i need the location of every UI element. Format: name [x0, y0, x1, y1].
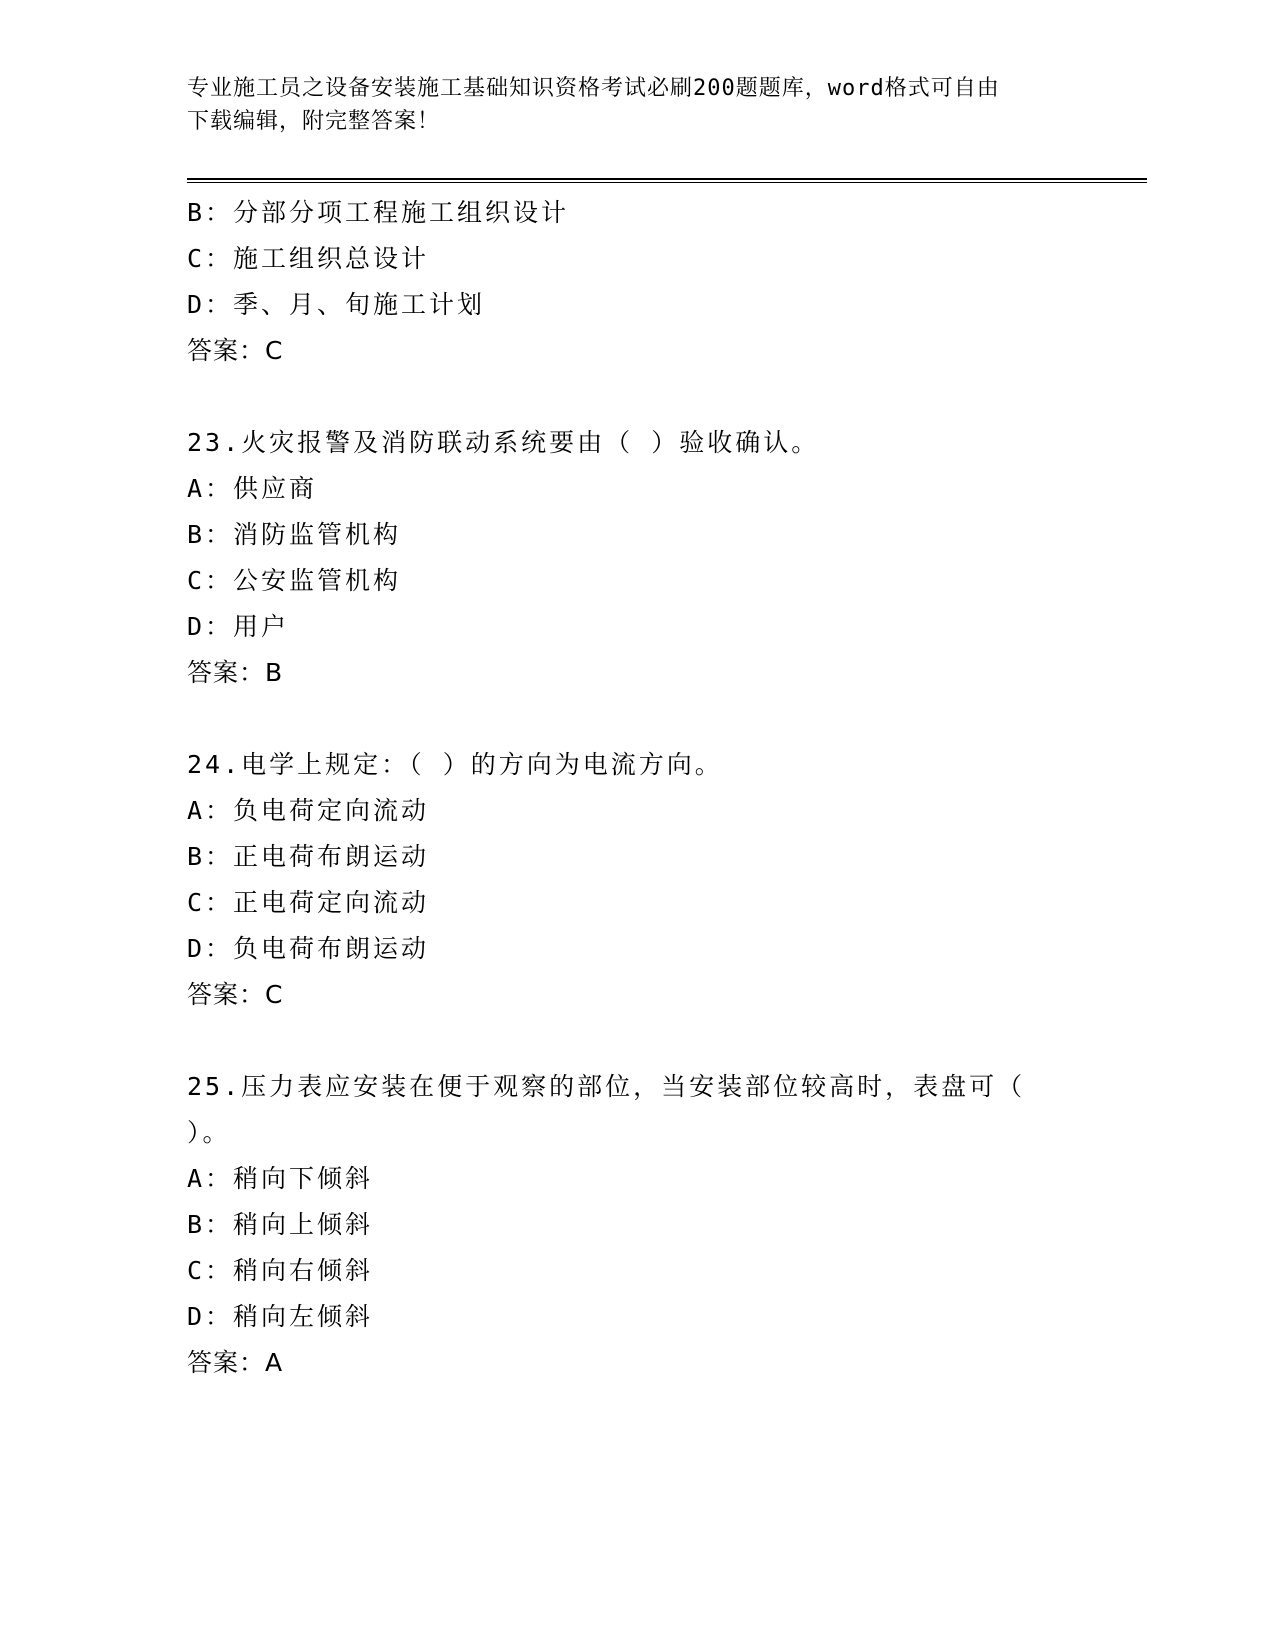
option-d: D：负电荷布朗运动: [187, 934, 430, 963]
option-c: C：正电荷定向流动: [187, 888, 430, 917]
option-b: B：稍向上倾斜: [187, 1210, 374, 1239]
header-divider-thin: [187, 182, 1147, 183]
question-stem-line-1: 25.压力表应安装在便于观察的部位，当安装部位较高时，表盘可（: [187, 1072, 1026, 1101]
header-line-1: 专业施工员之设备安装施工基础知识资格考试必刷200题题库，word格式可自由: [187, 76, 1000, 101]
option-b: B：分部分项工程施工组织设计: [187, 198, 570, 227]
option-c: C：公安监管机构: [187, 566, 402, 595]
question-block-23: [187, 420, 1067, 696]
question-list: [187, 190, 1067, 1386]
header-divider-thick: [187, 178, 1147, 180]
spacer: [187, 1018, 1067, 1064]
option-c: C：稍向右倾斜: [187, 1256, 374, 1285]
option-b: B：消防监管机构: [187, 520, 402, 549]
answer-label: 答案：B: [187, 658, 284, 687]
spacer: [187, 696, 1067, 742]
spacer: [187, 374, 1067, 420]
question-block-25: [187, 1064, 1067, 1386]
question-stem: 24.电学上规定：（ ）的方向为电流方向。: [187, 750, 723, 779]
option-a: A：负电荷定向流动: [187, 796, 430, 825]
question-stem-line-2: ）。: [187, 1118, 231, 1147]
header-line-2: 下载编辑，附完整答案！: [187, 109, 441, 134]
option-d: D：季、月、旬施工计划: [187, 290, 486, 319]
answer-label: 答案：A: [187, 1348, 284, 1377]
document-header: [187, 72, 1067, 138]
answer-label: 答案：C: [187, 336, 284, 365]
option-a: A：供应商: [187, 474, 318, 503]
option-b: B：正电荷布朗运动: [187, 842, 430, 871]
option-c: C：施工组织总设计: [187, 244, 430, 273]
option-d: D：用户: [187, 612, 290, 641]
question-block-24: [187, 742, 1067, 1018]
option-a: A：稍向下倾斜: [187, 1164, 374, 1193]
option-d: D：稍向左倾斜: [187, 1302, 374, 1331]
answer-label: 答案：C: [187, 980, 284, 1009]
question-block-prev: [187, 190, 1067, 374]
question-stem: 23.火灾报警及消防联动系统要由（ ）验收确认。: [187, 428, 820, 457]
